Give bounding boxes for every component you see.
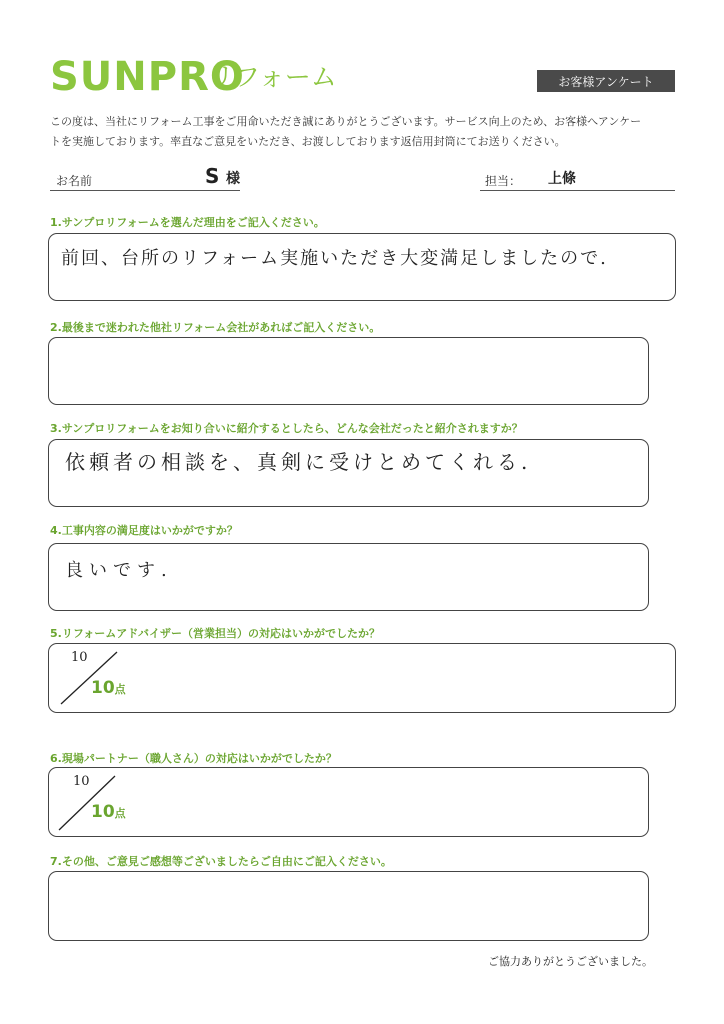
staff-label: 担当： bbox=[485, 174, 522, 188]
answer-box-7 bbox=[48, 871, 649, 941]
question-6-label: 6.現場パートナー（職人さん）の対応はいかがでしたか？ bbox=[50, 752, 337, 765]
question-1-label: 1.サンプロリフォームを選んだ理由をご記入ください。 bbox=[50, 216, 325, 229]
score-5-value: 10 bbox=[91, 678, 115, 698]
staff-underline bbox=[480, 190, 675, 191]
score-6 bbox=[91, 802, 126, 822]
score-6-value: 10 bbox=[91, 802, 115, 822]
answer-box-6 bbox=[48, 767, 649, 837]
staff-name: 上條 bbox=[548, 171, 576, 187]
question-7-label: 7.その他、ご意見ご感想等ございましたらご自由にご記入ください。 bbox=[50, 855, 392, 868]
answer-4-text: 良いです. bbox=[65, 560, 173, 581]
question-2-label: 2.最後まで迷われた他社リフォーム会社があればご記入ください。 bbox=[50, 321, 381, 334]
answer-box-1 bbox=[48, 233, 676, 301]
name-label: お名前 bbox=[56, 174, 93, 188]
answer-box-2 bbox=[48, 337, 649, 405]
question-4-label: 4.工事内容の満足度はいかがですか？ bbox=[50, 524, 238, 537]
question-5-label: 5.リフォームアドバイザー（営業担当）の対応はいかがでしたか？ bbox=[50, 627, 381, 640]
answer-1-text: 前回、台所のリフォーム実施いただき大変満足しましたので. bbox=[61, 248, 608, 269]
intro-line-1: この度は、当社にリフォーム工事をご用命いただき誠にありがとうございます。サービス向上のため、お客様へアンケー bbox=[50, 115, 642, 128]
honorific: 様 bbox=[226, 171, 240, 187]
question-3-label: 3.サンプロリフォームをお知り合いに紹介するとしたら、どんな会社だったと紹介されますか？ bbox=[50, 422, 523, 435]
answer-box-4 bbox=[48, 543, 649, 611]
score-5 bbox=[91, 678, 126, 698]
handwritten-score-6: 10 bbox=[73, 774, 90, 789]
name-underline bbox=[50, 190, 240, 191]
brand-logo: SUNPRO bbox=[50, 54, 245, 100]
score-5-unit: 点 bbox=[114, 683, 126, 696]
intro-text bbox=[50, 112, 690, 152]
customer-name: S bbox=[205, 164, 220, 188]
answer-3-text: 依頼者の相談を、真剣に受けとめてくれる. bbox=[65, 450, 532, 474]
answer-box-3 bbox=[48, 439, 649, 507]
survey-badge: お客様アンケート bbox=[537, 70, 675, 92]
score-6-unit: 点 bbox=[114, 807, 126, 820]
thanks-text: ご協力ありがとうございました。 bbox=[488, 955, 653, 968]
brand-suffix: リフォーム bbox=[208, 63, 337, 93]
handwritten-score-5: 10 bbox=[71, 650, 88, 665]
intro-line-2: トを実施しております。率直なご意見をいただき、お渡ししております返信用封筒にてお送りください。 bbox=[50, 135, 566, 148]
answer-box-5 bbox=[48, 643, 676, 713]
